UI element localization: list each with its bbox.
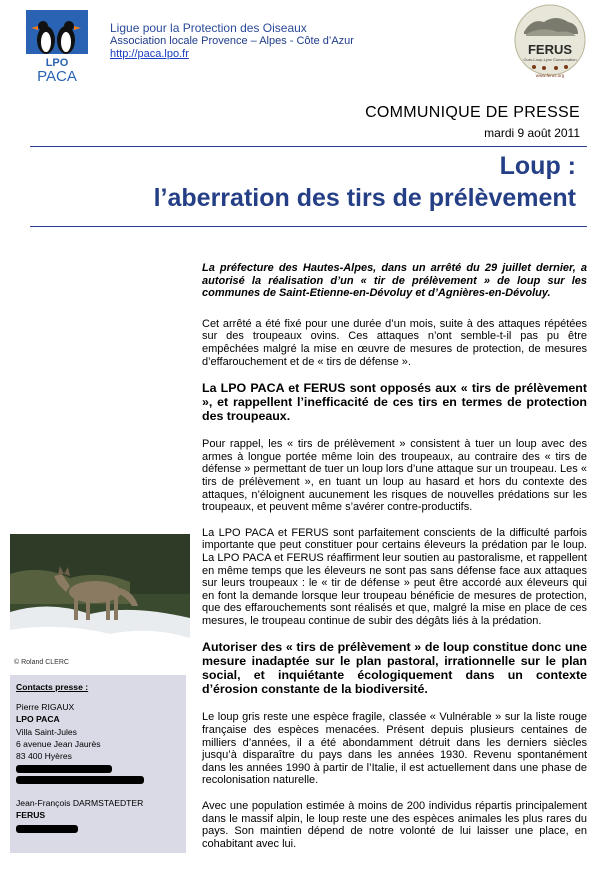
headline-line-1: Loup :	[499, 152, 576, 180]
org-name: Ligue pour la Protection des Oiseaux	[110, 21, 307, 35]
paragraph: La LPO PACA et FERUS sont parfaitement conscients de la difficulté parfois importante que peut constituer pour certains éleveurs la prédation par le loup. La LPO PACA et FERUS réaffirment leur soutien au pastoralisme, et rappellent en même temps que les éleveurs ne sont pas sans défense face aux attaques sur leurs troupeaux : le « tir de défense » peut être accordé aux éleveurs qui en font la demande lorsque leur troupeau bénéficie de mesures de protection, que des effarouchements sont réalisés et que, malgré la mise en place de ces mesures, le troupeau continue de subir des dégâts liés à la prédation.	[202, 526, 587, 627]
article-body	[202, 262, 587, 863]
redacted-phone	[16, 825, 78, 833]
press-release-title: COMMUNIQUE DE PRESSE	[365, 104, 580, 121]
lead-paragraph: La préfecture des Hautes-Alpes, dans un arrêté du 29 juillet dernier, a autorisé la réalisation d’un « tir de prélèvement » de loup sur les communes de Saint-Etienne-en-Dévoluy et d’Agnières-en-Dévoluy.	[202, 262, 587, 300]
paragraph: Le loup gris reste une espèce fragile, classée « Vulnérable » sur la liste rouge française des espèces menacées. Présent depuis plusieurs centaines de milliers d’années, il a été abondamment détruit dans les derniers siècles jusqu’à disparaître du pays dans les années 1930. Revenu spontanément dans les années 1990 à partir de l’Italie, il est actuellement dans une phase de recolonisation naturelle.	[202, 711, 587, 787]
lpo-paca-logo	[26, 10, 88, 82]
org-url-link[interactable]: http://paca.lpo.fr	[110, 48, 189, 60]
paragraph: Pour rappel, les « tirs de prélèvement » consistent à tuer un loup avec des armes à longue portée même loin des troupeaux, au contraire des « tirs de défense » permettant de tuer un loup lors d’une attaque sur un troupeau. Les « tirs de prélèvement », en tuant un loup au hasard et hors du contexte des attaques, n’éloignent aucunement les risques de nouvelles prédations sur les troupeaux, et peuvent même s’avérer contre-productifs.	[202, 438, 587, 514]
ferus-logo-sub: Ours-Loup-Lynx Conservation	[523, 57, 577, 62]
contacts-title: Contacts presse :	[16, 682, 89, 692]
lpo-logo-text: LPO	[45, 57, 69, 69]
divider-top	[30, 146, 587, 147]
contact-org: FERUS	[16, 810, 46, 821]
contact-name: Jean-François DARMSTAEDTER	[16, 798, 144, 809]
key-statement: Autoriser des « tirs de prélèvement » de loup constitue donc une mesure inadaptée sur le plan pastoral, irrationnelle sur le plan social, et inquiétante écologiquement dans un contexte d’érosion constante de la biodiversité.	[202, 640, 587, 697]
wolf-photo	[10, 534, 190, 656]
key-statement: La LPO PACA et FERUS sont opposés aux « tirs de prélèvement », et rappellent l’inefficacité de ces tirs en termes de protection des troupeaux.	[202, 381, 587, 424]
paragraph: Cet arrêté a été fixé pour une durée d’un mois, suite à des attaques répétées sur des troupeaux ovins. Ces attaques n’ont semble-t-il pas pu être empêchées malgré la mise en œuvre de mesures de protection, de mesures d’effarouchement et de « tirs de défense ».	[202, 317, 587, 368]
paragraph: Avec une population estimée à moins de 200 individus répartis principalement dans le massif alpin, le loup reste une des espèces animales les plus rares du pays. Son maintien dépend de notre volonté de lui laisser une place, en cohabitant avec lui.	[202, 800, 587, 850]
headline-line-2: l’aberration des tirs de prélèvement	[153, 184, 576, 212]
org-subtitle: Association locale Provence – Alpes - Côte d’Azur	[110, 35, 354, 47]
press-contacts-box	[10, 675, 186, 853]
contact-org: LPO PACA	[16, 714, 60, 725]
organization-info	[110, 22, 354, 61]
headline	[154, 150, 576, 214]
ferus-logo	[512, 4, 588, 82]
redacted-phone	[16, 765, 112, 773]
press-release-date: mardi 9 août 2011	[484, 126, 580, 140]
contact-name: Pierre RIGAUX	[16, 702, 75, 713]
contact-address: 83 400 Hyères	[16, 751, 72, 762]
ferus-logo-text: FERUS	[527, 42, 573, 57]
divider-bottom	[30, 226, 587, 227]
contact-address: 6 avenue Jean Jaurès	[16, 738, 101, 749]
photo-credit: © Roland CLERC	[14, 659, 69, 666]
ferus-logo-url: www.ferus.org	[535, 73, 565, 78]
lpo-logo-region: PACA	[37, 68, 77, 82]
redacted-email	[16, 776, 144, 784]
contact-address: Villa Saint-Jules	[16, 726, 77, 737]
